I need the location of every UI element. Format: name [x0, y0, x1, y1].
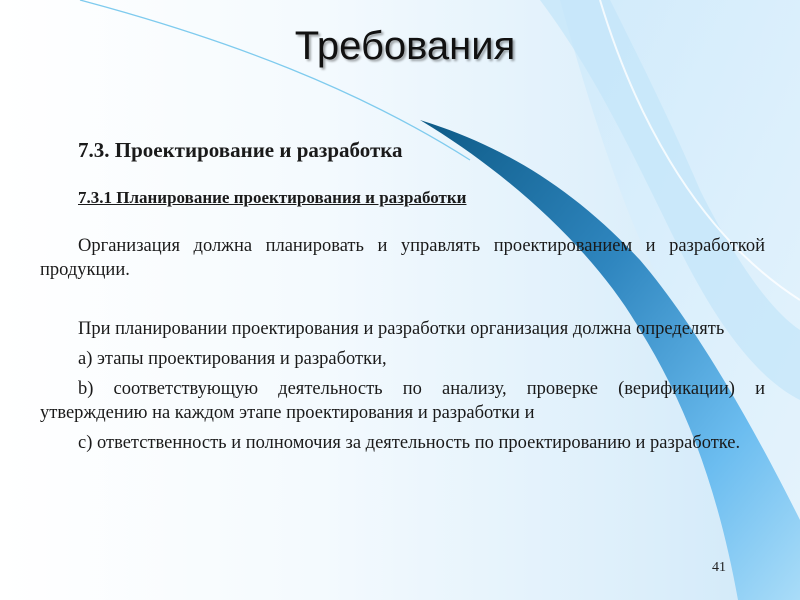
list-item: a) этапы проектирования и разработки, [78, 349, 387, 369]
section-heading: 7.3. Проектирование и разработка [78, 138, 403, 162]
paragraph: Организация должна планировать и управлять проектированием и разработкой продукции. [40, 236, 765, 280]
slide-body [40, 138, 765, 455]
page-number: 41 [712, 560, 726, 575]
paragraph: При планировании проектирования и разработки организация должна определять [78, 319, 725, 339]
subsection-heading: 7.3.1 Планирование проектирования и разработки [78, 188, 467, 207]
slide-title: Требования [294, 24, 516, 68]
list-item: b) соответствующую деятельность по анализу, проверке (верификации) и утверждению на каждом этапе проектирования и разработки и [40, 379, 765, 423]
list-item: c) ответственность и полномочия за деятельность по проектированию и разработке. [78, 433, 741, 453]
